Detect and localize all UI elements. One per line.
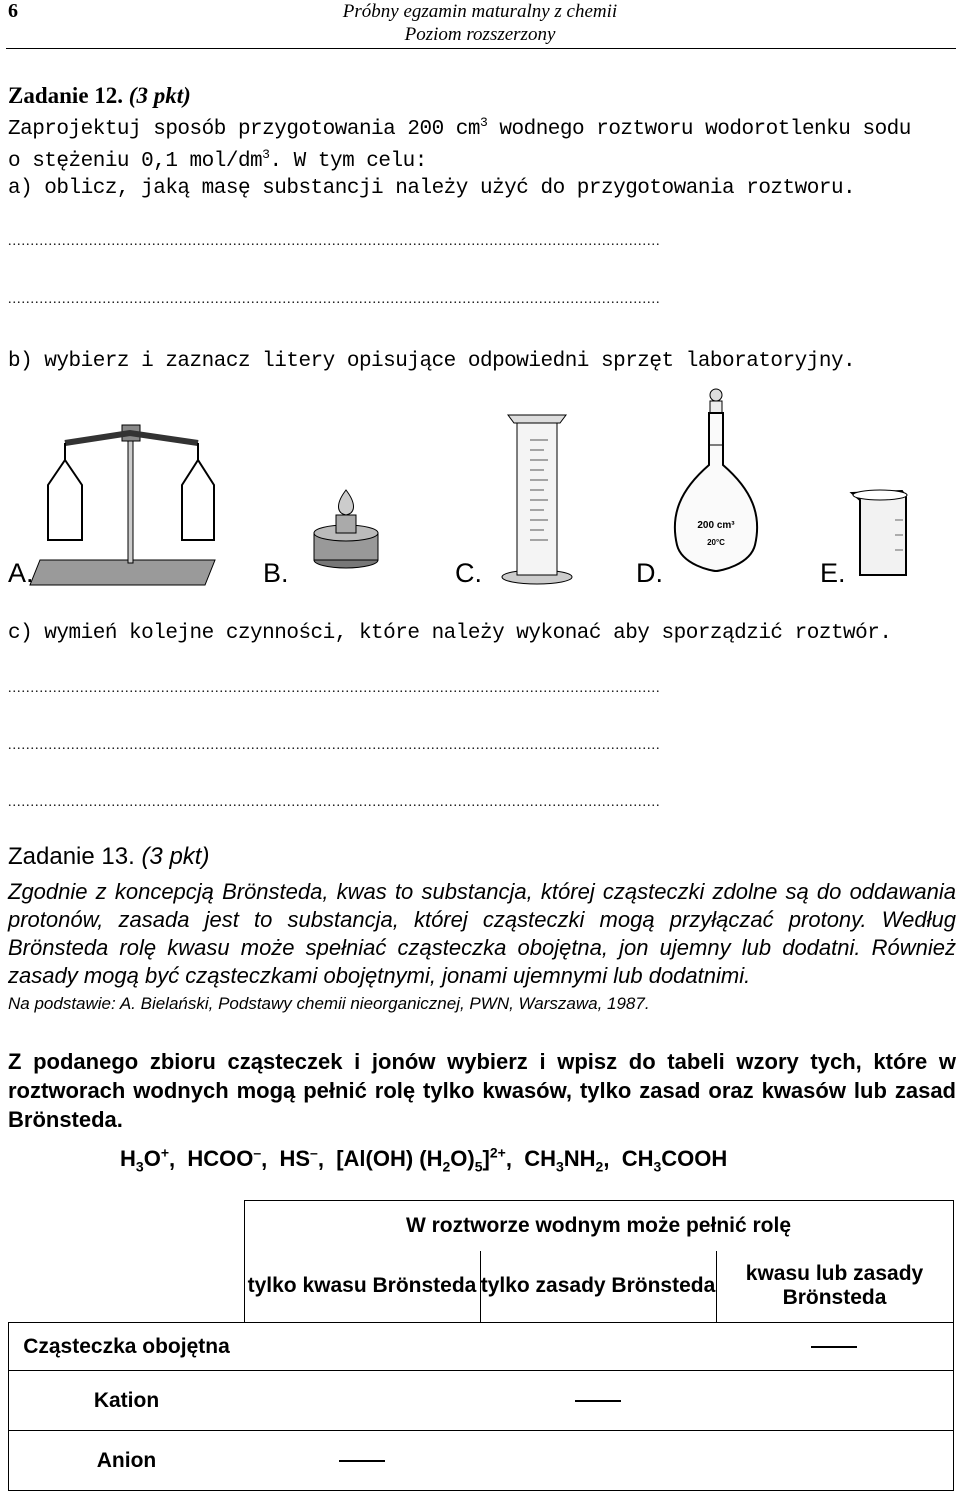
table-corner <box>9 1201 245 1251</box>
row-label-anion: Anion <box>9 1431 245 1491</box>
formula-set: $H_3O^+$, HCOO–, HS–, [Al(OH) $(H_2O)_5]^{2+}$, $CH_3NH_2$, $CH_3COOH$ <box>120 1145 728 1175</box>
row-label-neutral: Cząsteczka obojętna <box>9 1323 245 1371</box>
formula-hs[interactable]: HS– <box>279 1145 318 1172</box>
graduated-cylinder-icon[interactable] <box>502 415 572 584</box>
exam-title: Próbny egzamin maturalny z chemii <box>342 1 618 22</box>
task12-points: (3 pkt) <box>128 83 191 108</box>
dash-mark <box>339 1460 385 1462</box>
volumetric-flask-icon[interactable] <box>675 389 757 571</box>
flask-label-temp: 20°C <box>707 538 725 547</box>
option-c-label[interactable]: C. <box>455 558 482 588</box>
intro-text-a: Zaprojektuj sposób przygotowania 200 cm <box>8 118 480 141</box>
burner-icon[interactable] <box>314 490 378 568</box>
formula-h3o[interactable]: $H_3O^+$ <box>120 1145 169 1175</box>
answer-table <box>8 1200 954 1491</box>
intro-sup: 3 <box>479 115 488 130</box>
task12-part-a: a) oblicz, jaką masę substancji należy użyć do przygotowania roztworu. <box>8 177 856 200</box>
exam-level: Poziom rozszerzony <box>404 24 556 45</box>
table-cell[interactable] <box>480 1323 716 1371</box>
task12-title <box>8 83 191 109</box>
option-d-label[interactable]: D. <box>636 558 663 588</box>
answer-line[interactable]: ................................................................................................................................................. <box>8 795 661 810</box>
answer-line[interactable]: ................................................................................................................................................. <box>8 292 661 307</box>
task12-part-b: b) wybierz i zaznacz litery opisujące odpowiedni sprzęt laboratoryjny. <box>8 350 856 373</box>
answer-line[interactable]: ................................................................................................................................................. <box>8 738 661 753</box>
option-a-label[interactable]: A. <box>8 558 34 588</box>
dash-mark <box>811 1346 857 1348</box>
bronsted-definition: Zgodnie z koncepcją Brönsteda, kwas to substancja, której cząsteczki zdolne są do oddawania protonów, zasada jest to substancja, której cząsteczki mogą przyłączać protony. Według Brönsteda rolę kwasu może spełniać cząsteczka obojętna, jon ujemny lub dodatni. Również zasady mogą być cząsteczkami obojętnymi, jonami ujemnymi lub dodatnimi. <box>8 879 956 988</box>
option-b-label[interactable]: B. <box>263 558 289 588</box>
formula-hcoo[interactable]: HCOO– <box>187 1145 262 1172</box>
table-cell[interactable] <box>244 1323 480 1371</box>
table-cell-na <box>480 1371 716 1431</box>
task12-intro-line2 <box>8 147 427 173</box>
dash-mark <box>575 1400 621 1402</box>
task13-points: (3 pkt) <box>141 843 210 870</box>
beaker-icon[interactable] <box>852 490 907 575</box>
intro2-text-a: o stężeniu 0,1 mol/dm <box>8 150 263 173</box>
table-corner <box>9 1251 245 1323</box>
page-number: 6 <box>8 0 18 22</box>
intro-text-b: wodnego roztworu wodorotlenku sodu <box>487 118 911 141</box>
answer-line[interactable]: ................................................................................................................................................. <box>8 681 661 696</box>
task12-part-c: c) wymień kolejne czynności, które należy wykonać aby sporządzić roztwór. <box>8 622 892 645</box>
col-header-acid-only: tylko kwasu Brönsteda <box>244 1251 480 1323</box>
row-label-cation: Kation <box>9 1371 245 1431</box>
task12-title-text: Zadanie 12. <box>8 83 124 108</box>
table-cell[interactable] <box>716 1431 953 1491</box>
option-e-label[interactable]: E. <box>820 558 846 588</box>
flask-label-volume: 200 cm³ <box>697 520 735 531</box>
task12-intro-line1 <box>8 115 911 141</box>
source-citation: Na podstawie: A. Bielański, Podstawy chemii nieorganicznej, PWN, Warszawa, 1987. <box>8 994 650 1013</box>
task13-instruction: Z podanego zbioru cząsteczek i jonów wybierz i wpisz do tabeli wzory tych, które w roztworach wodnych mogą pełnić rolę tylko kwasów, tylko zasad oraz kwasów lub zasad Brönsteda. <box>8 1049 956 1132</box>
table-main-header: W roztworze wodnym może pełnić rolę <box>244 1201 953 1251</box>
task13-title <box>8 843 209 871</box>
intro2-sup: 3 <box>262 147 270 162</box>
formula-al-complex[interactable]: [Al(OH) $(H_2O)_5]^{2+}$ <box>336 1145 506 1175</box>
col-header-acid-or-base: kwasu lub zasady Brönsteda <box>716 1251 953 1323</box>
answer-line[interactable]: ................................................................................................................................................. <box>8 234 661 249</box>
table-cell-na <box>716 1323 953 1371</box>
task13-title-text: Zadanie 13. <box>8 843 135 870</box>
intro2-text-b: . W tym celu: <box>269 150 427 173</box>
formula-ch3nh2[interactable]: $CH_3NH_2$ <box>524 1146 604 1175</box>
formula-ch3cooh[interactable]: $CH_3COOH$ <box>621 1146 728 1175</box>
table-cell-na <box>244 1431 480 1491</box>
header-divider <box>6 48 956 49</box>
table-cell[interactable] <box>480 1431 716 1491</box>
col-header-base-only: tylko zasady Brönsteda <box>480 1251 716 1323</box>
table-cell[interactable] <box>244 1371 480 1431</box>
table-cell[interactable] <box>716 1371 953 1431</box>
balance-icon[interactable] <box>30 425 215 585</box>
